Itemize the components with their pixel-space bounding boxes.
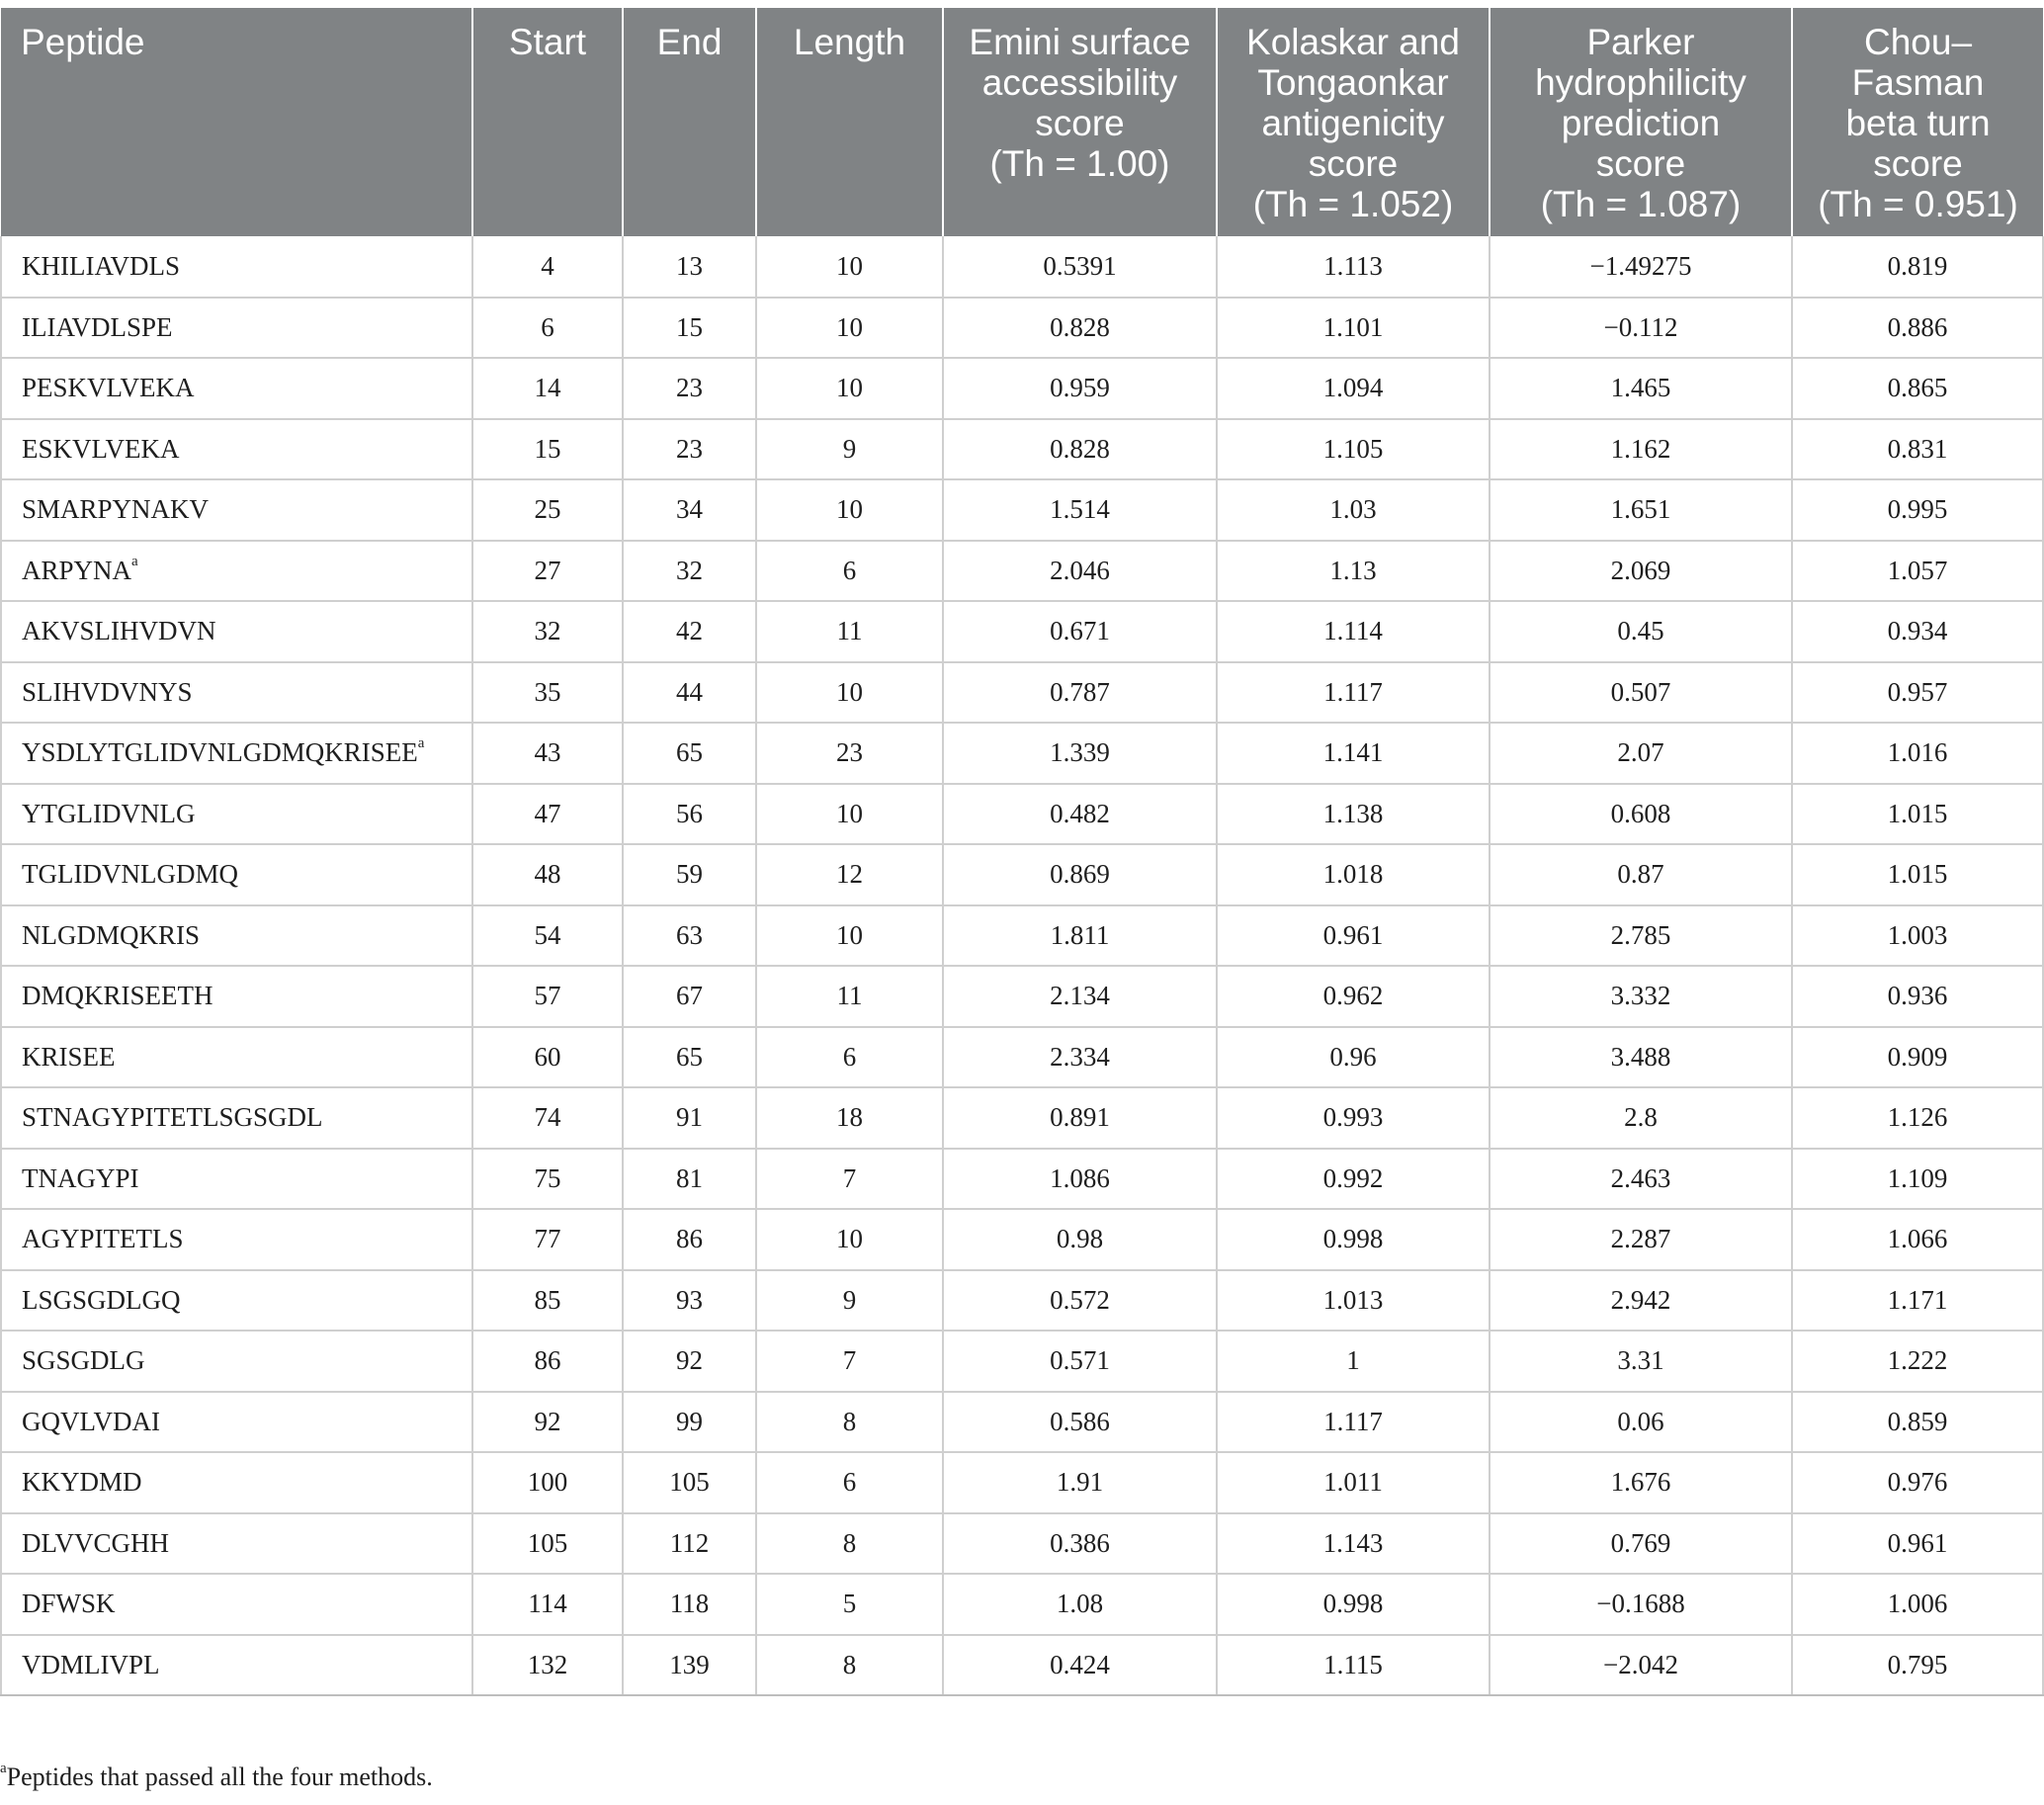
cell-length: 10 — [756, 905, 943, 967]
cell-end: 34 — [623, 479, 756, 541]
cell-emini-score: 0.828 — [943, 298, 1217, 359]
cell-end: 15 — [623, 298, 756, 359]
cell-parker-score: 2.942 — [1490, 1270, 1792, 1332]
cell-parker-score: 3.332 — [1490, 966, 1792, 1027]
cell-parker-score: 2.8 — [1490, 1087, 1792, 1149]
cell-start: 100 — [472, 1452, 623, 1513]
cell-peptide — [1, 601, 472, 662]
peptide-sequence: DFWSK — [22, 1589, 116, 1619]
peptide-sequence: DLVVCGHH — [22, 1527, 170, 1558]
peptide-sequence: TGLIDVNLGDMQ — [22, 859, 238, 890]
cell-start: 114 — [472, 1574, 623, 1635]
cell-parker-score: 0.608 — [1490, 784, 1792, 845]
cell-end: 63 — [623, 905, 756, 967]
peptide-sequence: KRISEE — [22, 1041, 116, 1072]
peptide-sequence: AKVSLIHVDVN — [22, 616, 216, 646]
cell-chou-fasman-score: 1.109 — [1792, 1149, 2043, 1210]
cell-end: 65 — [623, 723, 756, 784]
cell-chou-fasman-score: 1.171 — [1792, 1270, 2043, 1332]
cell-peptide — [1, 784, 472, 845]
cell-kolaskar-score: 1.094 — [1217, 358, 1490, 419]
cell-start: 47 — [472, 784, 623, 845]
footnote-mark: a — [0, 1761, 7, 1776]
cell-peptide — [1, 541, 472, 602]
cell-end: 91 — [623, 1087, 756, 1149]
cell-peptide — [1, 1270, 472, 1332]
table-row — [1, 358, 2043, 419]
cell-length: 8 — [756, 1392, 943, 1453]
table-row — [1, 479, 2043, 541]
cell-chou-fasman-score: 1.066 — [1792, 1209, 2043, 1270]
table-row — [1, 844, 2043, 905]
header-chou-fasman: Chou– Fasman beta turn score (Th = 0.951) — [1792, 8, 2043, 236]
table-row — [1, 298, 2043, 359]
cell-end: 32 — [623, 541, 756, 602]
cell-kolaskar-score: 1.143 — [1217, 1513, 1490, 1575]
cell-start: 57 — [472, 966, 623, 1027]
cell-emini-score: 0.482 — [943, 784, 1217, 845]
cell-length: 10 — [756, 1209, 943, 1270]
cell-peptide — [1, 358, 472, 419]
cell-parker-score: 2.785 — [1490, 905, 1792, 967]
cell-emini-score: 1.339 — [943, 723, 1217, 784]
cell-end: 59 — [623, 844, 756, 905]
cell-start: 25 — [472, 479, 623, 541]
header-row — [1, 8, 2043, 236]
cell-end: 44 — [623, 662, 756, 724]
peptide-sequence: SMARPYNAKV — [22, 494, 210, 525]
peptide-sequence: AGYPITETLS — [22, 1224, 184, 1254]
cell-emini-score: 0.828 — [943, 419, 1217, 480]
peptide-sequence: VDMLIVPL — [22, 1649, 160, 1679]
cell-parker-score: 0.06 — [1490, 1392, 1792, 1453]
cell-chou-fasman-score: 0.976 — [1792, 1452, 2043, 1513]
header-start: Start — [472, 8, 623, 236]
cell-start: 35 — [472, 662, 623, 724]
cell-peptide — [1, 1087, 472, 1149]
cell-start: 27 — [472, 541, 623, 602]
cell-chou-fasman-score: 1.222 — [1792, 1331, 2043, 1392]
cell-kolaskar-score: 1.013 — [1217, 1270, 1490, 1332]
cell-chou-fasman-score: 0.865 — [1792, 358, 2043, 419]
cell-kolaskar-score: 0.998 — [1217, 1209, 1490, 1270]
cell-end: 13 — [623, 236, 756, 298]
cell-peptide — [1, 1027, 472, 1088]
cell-start: 6 — [472, 298, 623, 359]
cell-start: 15 — [472, 419, 623, 480]
cell-length: 11 — [756, 601, 943, 662]
footnote-text: Peptides that passed all the four methods. — [6, 1762, 433, 1791]
cell-chou-fasman-score: 1.003 — [1792, 905, 2043, 967]
cell-end: 112 — [623, 1513, 756, 1575]
peptide-sequence: SLIHVDVNYS — [22, 676, 193, 707]
cell-emini-score: 1.086 — [943, 1149, 1217, 1210]
cell-start: 75 — [472, 1149, 623, 1210]
cell-emini-score: 0.959 — [943, 358, 1217, 419]
cell-peptide — [1, 1149, 472, 1210]
peptide-sequence: DMQKRISEETH — [22, 981, 213, 1011]
cell-end: 118 — [623, 1574, 756, 1635]
table-row — [1, 419, 2043, 480]
cell-parker-score: −1.49275 — [1490, 236, 1792, 298]
cell-start: 43 — [472, 723, 623, 784]
cell-end: 42 — [623, 601, 756, 662]
cell-start: 77 — [472, 1209, 623, 1270]
cell-peptide — [1, 1513, 472, 1575]
cell-kolaskar-score: 1 — [1217, 1331, 1490, 1392]
cell-chou-fasman-score: 0.934 — [1792, 601, 2043, 662]
table-row — [1, 1331, 2043, 1392]
cell-parker-score: 1.465 — [1490, 358, 1792, 419]
cell-peptide — [1, 905, 472, 967]
cell-chou-fasman-score: 0.936 — [1792, 966, 2043, 1027]
table-body — [1, 236, 2043, 1695]
cell-length: 10 — [756, 298, 943, 359]
table-row — [1, 1452, 2043, 1513]
cell-emini-score: 0.586 — [943, 1392, 1217, 1453]
header-peptide: Peptide — [1, 8, 472, 236]
cell-peptide — [1, 1452, 472, 1513]
cell-parker-score: 3.31 — [1490, 1331, 1792, 1392]
cell-length: 6 — [756, 1452, 943, 1513]
cell-chou-fasman-score: 0.819 — [1792, 236, 2043, 298]
peptide-sequence: ESKVLVEKA — [22, 433, 180, 464]
cell-peptide — [1, 1635, 472, 1696]
cell-start: 54 — [472, 905, 623, 967]
table-row — [1, 1149, 2043, 1210]
table-row — [1, 1270, 2043, 1332]
cell-emini-score: 0.386 — [943, 1513, 1217, 1575]
cell-end: 23 — [623, 419, 756, 480]
footnote — [0, 1762, 433, 1792]
table-row — [1, 784, 2043, 845]
cell-emini-score: 0.671 — [943, 601, 1217, 662]
cell-length: 12 — [756, 844, 943, 905]
peptide-sequence: LSGSGDLGQ — [22, 1284, 181, 1315]
cell-parker-score: 0.87 — [1490, 844, 1792, 905]
cell-emini-score: 2.134 — [943, 966, 1217, 1027]
cell-emini-score: 0.891 — [943, 1087, 1217, 1149]
cell-peptide — [1, 844, 472, 905]
peptide-sequence: SGSGDLG — [22, 1345, 145, 1376]
cell-start: 32 — [472, 601, 623, 662]
table-row — [1, 1087, 2043, 1149]
cell-chou-fasman-score: 0.859 — [1792, 1392, 2043, 1453]
peptide-sequence: NLGDMQKRIS — [22, 919, 201, 950]
cell-start: 105 — [472, 1513, 623, 1575]
cell-end: 56 — [623, 784, 756, 845]
cell-kolaskar-score: 1.117 — [1217, 1392, 1490, 1453]
cell-start: 48 — [472, 844, 623, 905]
header-parker: Parker hydrophilicity prediction score (Th = 1.087) — [1490, 8, 1792, 236]
cell-length: 6 — [756, 1027, 943, 1088]
cell-kolaskar-score: 1.011 — [1217, 1452, 1490, 1513]
cell-parker-score: 2.07 — [1490, 723, 1792, 784]
cell-kolaskar-score: 0.998 — [1217, 1574, 1490, 1635]
cell-end: 105 — [623, 1452, 756, 1513]
cell-parker-score: 3.488 — [1490, 1027, 1792, 1088]
cell-chou-fasman-score: 1.006 — [1792, 1574, 2043, 1635]
cell-peptide — [1, 1392, 472, 1453]
peptide-sequence: GQVLVDAI — [22, 1406, 160, 1436]
cell-kolaskar-score: 1.101 — [1217, 298, 1490, 359]
cell-emini-score: 0.572 — [943, 1270, 1217, 1332]
cell-parker-score: 1.651 — [1490, 479, 1792, 541]
cell-length: 23 — [756, 723, 943, 784]
table-row — [1, 1635, 2043, 1696]
cell-chou-fasman-score: 1.057 — [1792, 541, 2043, 602]
cell-emini-score: 2.334 — [943, 1027, 1217, 1088]
cell-parker-score: 2.463 — [1490, 1149, 1792, 1210]
table-row — [1, 1027, 2043, 1088]
table-row — [1, 1209, 2043, 1270]
cell-kolaskar-score: 1.018 — [1217, 844, 1490, 905]
table-row — [1, 601, 2043, 662]
cell-emini-score: 0.571 — [943, 1331, 1217, 1392]
peptide-sequence: ILIAVDLSPE — [22, 311, 173, 342]
cell-end: 65 — [623, 1027, 756, 1088]
cell-chou-fasman-score: 0.831 — [1792, 419, 2043, 480]
cell-chou-fasman-score: 0.886 — [1792, 298, 2043, 359]
cell-peptide — [1, 479, 472, 541]
cell-end: 93 — [623, 1270, 756, 1332]
cell-chou-fasman-score: 0.795 — [1792, 1635, 2043, 1696]
cell-peptide — [1, 966, 472, 1027]
cell-chou-fasman-score: 0.961 — [1792, 1513, 2043, 1575]
cell-end: 86 — [623, 1209, 756, 1270]
cell-kolaskar-score: 1.113 — [1217, 236, 1490, 298]
cell-length: 5 — [756, 1574, 943, 1635]
header-emini: Emini surface accessibility score (Th = 1.00) — [943, 8, 1217, 236]
table-row — [1, 966, 2043, 1027]
peptide-sequence: YTGLIDVNLG — [22, 798, 196, 828]
cell-kolaskar-score: 1.13 — [1217, 541, 1490, 602]
passed-all-marker: a — [131, 553, 138, 569]
cell-parker-score: 0.507 — [1490, 662, 1792, 724]
cell-emini-score: 1.91 — [943, 1452, 1217, 1513]
cell-emini-score: 0.5391 — [943, 236, 1217, 298]
cell-start: 74 — [472, 1087, 623, 1149]
header-kolaskar: Kolaskar and Tongaonkar antigenicity score (Th = 1.052) — [1217, 8, 1490, 236]
cell-chou-fasman-score: 1.015 — [1792, 784, 2043, 845]
epitope-table — [0, 8, 2044, 1696]
cell-kolaskar-score: 1.115 — [1217, 1635, 1490, 1696]
cell-chou-fasman-score: 1.016 — [1792, 723, 2043, 784]
peptide-sequence: TNAGYPI — [22, 1162, 139, 1193]
peptide-sequence: YSDLYTGLIDVNLGDMQKRISEE — [22, 737, 418, 768]
cell-kolaskar-score: 1.03 — [1217, 479, 1490, 541]
cell-length: 9 — [756, 1270, 943, 1332]
cell-start: 60 — [472, 1027, 623, 1088]
cell-chou-fasman-score: 0.909 — [1792, 1027, 2043, 1088]
cell-peptide — [1, 1331, 472, 1392]
cell-length: 10 — [756, 784, 943, 845]
cell-peptide — [1, 1574, 472, 1635]
cell-length: 8 — [756, 1635, 943, 1696]
cell-length: 10 — [756, 358, 943, 419]
table-row — [1, 1513, 2043, 1575]
cell-kolaskar-score: 1.105 — [1217, 419, 1490, 480]
cell-kolaskar-score: 1.117 — [1217, 662, 1490, 724]
cell-kolaskar-score: 1.138 — [1217, 784, 1490, 845]
cell-end: 99 — [623, 1392, 756, 1453]
cell-kolaskar-score: 0.961 — [1217, 905, 1490, 967]
cell-end: 92 — [623, 1331, 756, 1392]
cell-end: 139 — [623, 1635, 756, 1696]
cell-kolaskar-score: 0.993 — [1217, 1087, 1490, 1149]
table-row — [1, 236, 2043, 298]
header-length: Length — [756, 8, 943, 236]
table-row — [1, 662, 2043, 724]
cell-start: 14 — [472, 358, 623, 419]
cell-parker-score: 2.069 — [1490, 541, 1792, 602]
cell-parker-score: 1.162 — [1490, 419, 1792, 480]
cell-peptide — [1, 236, 472, 298]
cell-length: 11 — [756, 966, 943, 1027]
cell-parker-score: 2.287 — [1490, 1209, 1792, 1270]
cell-length: 10 — [756, 662, 943, 724]
cell-kolaskar-score: 1.114 — [1217, 601, 1490, 662]
table-row — [1, 905, 2043, 967]
table-row — [1, 1392, 2043, 1453]
cell-kolaskar-score: 1.141 — [1217, 723, 1490, 784]
cell-length: 7 — [756, 1149, 943, 1210]
cell-emini-score: 2.046 — [943, 541, 1217, 602]
cell-emini-score: 0.424 — [943, 1635, 1217, 1696]
cell-length: 10 — [756, 236, 943, 298]
cell-end: 23 — [623, 358, 756, 419]
cell-start: 86 — [472, 1331, 623, 1392]
cell-length: 10 — [756, 479, 943, 541]
cell-start: 85 — [472, 1270, 623, 1332]
cell-kolaskar-score: 0.992 — [1217, 1149, 1490, 1210]
peptide-sequence: ARPYNA — [22, 555, 132, 585]
cell-emini-score: 0.869 — [943, 844, 1217, 905]
cell-length: 18 — [756, 1087, 943, 1149]
cell-start: 4 — [472, 236, 623, 298]
cell-end: 81 — [623, 1149, 756, 1210]
cell-chou-fasman-score: 0.957 — [1792, 662, 2043, 724]
cell-parker-score: 0.769 — [1490, 1513, 1792, 1575]
cell-parker-score: −0.112 — [1490, 298, 1792, 359]
table-row — [1, 1574, 2043, 1635]
cell-kolaskar-score: 0.962 — [1217, 966, 1490, 1027]
cell-start: 92 — [472, 1392, 623, 1453]
cell-length: 7 — [756, 1331, 943, 1392]
cell-peptide — [1, 723, 472, 784]
cell-emini-score: 1.514 — [943, 479, 1217, 541]
cell-length: 6 — [756, 541, 943, 602]
cell-chou-fasman-score: 0.995 — [1792, 479, 2043, 541]
passed-all-marker: a — [417, 735, 425, 752]
peptide-sequence: KKYDMD — [22, 1467, 142, 1498]
cell-end: 67 — [623, 966, 756, 1027]
cell-chou-fasman-score: 1.126 — [1792, 1087, 2043, 1149]
cell-peptide — [1, 1209, 472, 1270]
cell-kolaskar-score: 0.96 — [1217, 1027, 1490, 1088]
cell-emini-score: 0.787 — [943, 662, 1217, 724]
cell-peptide — [1, 298, 472, 359]
cell-parker-score: 0.45 — [1490, 601, 1792, 662]
peptide-sequence: PESKVLVEKA — [22, 373, 195, 403]
peptide-sequence: KHILIAVDLS — [22, 250, 180, 281]
cell-emini-score: 1.08 — [943, 1574, 1217, 1635]
peptide-sequence: STNAGYPITETLSGSGDL — [22, 1102, 323, 1133]
cell-parker-score: −2.042 — [1490, 1635, 1792, 1696]
table-row — [1, 723, 2043, 784]
cell-chou-fasman-score: 1.015 — [1792, 844, 2043, 905]
cell-start: 132 — [472, 1635, 623, 1696]
header-end: End — [623, 8, 756, 236]
cell-peptide — [1, 419, 472, 480]
cell-parker-score: 1.676 — [1490, 1452, 1792, 1513]
cell-emini-score: 1.811 — [943, 905, 1217, 967]
cell-peptide — [1, 662, 472, 724]
cell-emini-score: 0.98 — [943, 1209, 1217, 1270]
cell-length: 9 — [756, 419, 943, 480]
table-row — [1, 541, 2043, 602]
cell-length: 8 — [756, 1513, 943, 1575]
cell-parker-score: −0.1688 — [1490, 1574, 1792, 1635]
